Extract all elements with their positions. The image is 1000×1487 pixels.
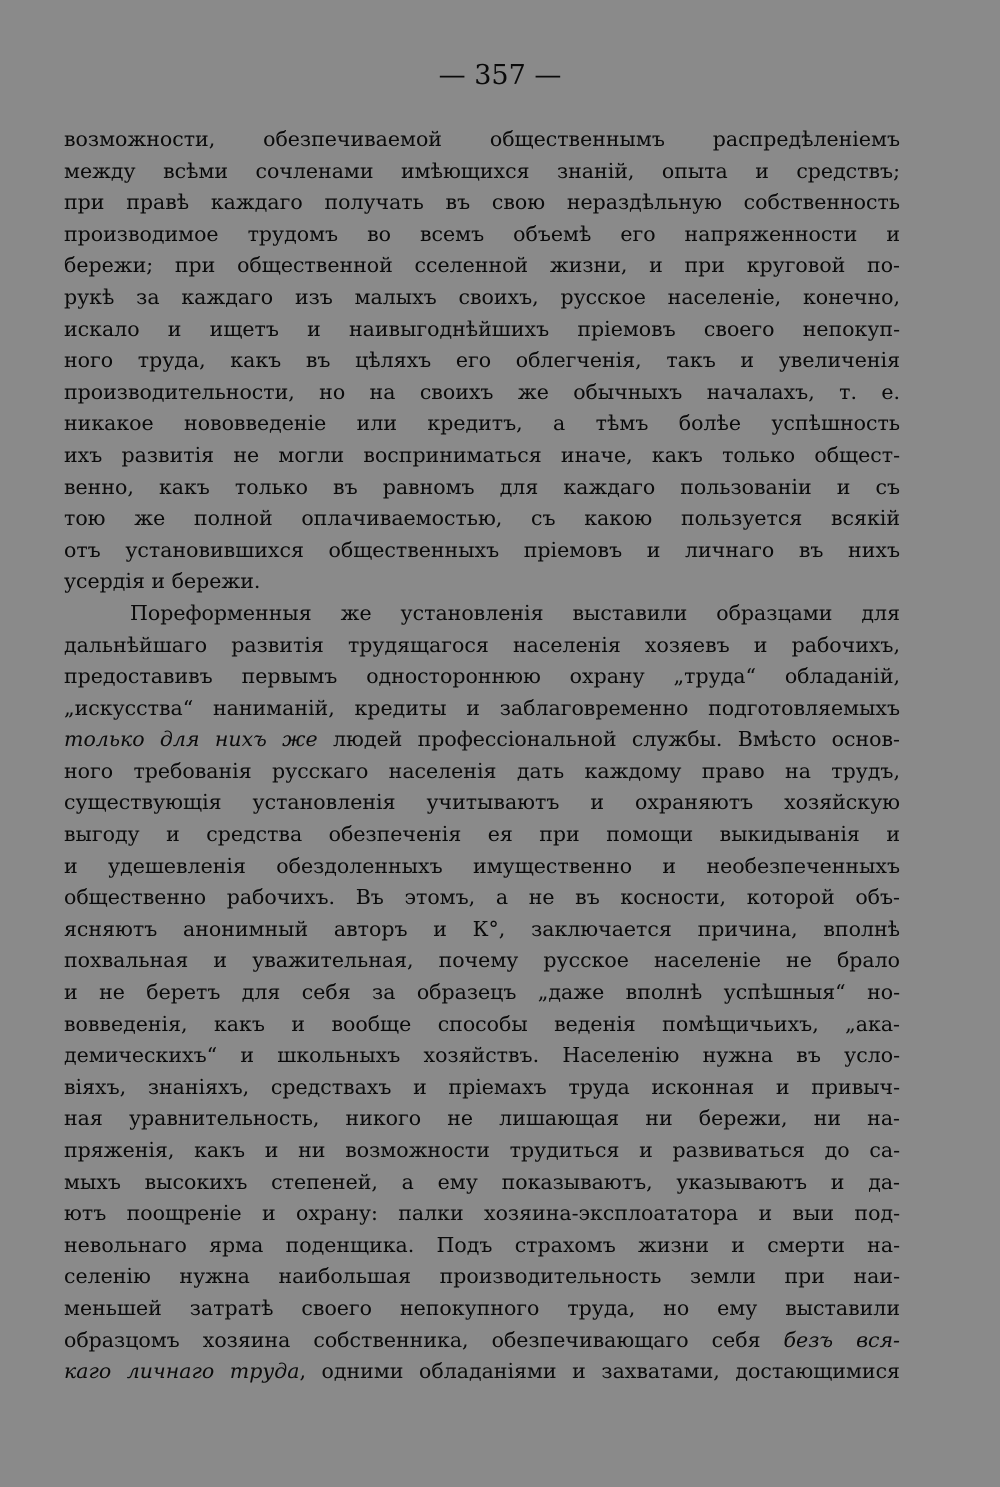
text-segment: вовведенія, какъ и вообще способы веденія помѣщичьихъ, „ака- [64, 1011, 900, 1036]
text-line [64, 408, 900, 440]
text-line [64, 756, 900, 788]
text-segment: людей профессіональной службы. Вмѣсто основ- [317, 727, 900, 752]
text-segment: ная уравнительность, никого не лишающая ни бережи, ни на- [64, 1106, 900, 1131]
text-line [64, 977, 900, 1009]
text-segment: общественно рабочихъ. Въ этомъ, а не въ косности, которой объ- [64, 885, 900, 910]
text-line [64, 156, 900, 188]
text-segment: возможности, обезпечиваемой общественнымъ распредѣленіемъ [64, 127, 900, 151]
text-segment: между всѣми сочленами имѣющихся знаній, опыта и средствъ; [64, 158, 900, 183]
text-segment: отъ установившихся общественныхъ пріемовъ и личнаго въ нихъ [64, 537, 900, 562]
text-line [64, 787, 900, 819]
text-line [64, 914, 900, 946]
text-line [64, 1167, 900, 1199]
text-line [64, 819, 900, 851]
italic-text: каго личнаго труда [64, 1359, 300, 1384]
text-line [64, 693, 900, 725]
text-segment: невольнаго ярма поденщика. Подъ страхомъ жизни и смерти на- [64, 1232, 900, 1257]
text-line [64, 250, 900, 282]
text-line [64, 187, 900, 219]
text-segment: віяхъ, знаніяхъ, средствахъ и пріемахъ труда исконная и привыч- [64, 1074, 900, 1099]
text-segment: демическихъ“ и школьныхъ хозяйствъ. Населенію нужна въ усло- [64, 1043, 900, 1068]
text-line [64, 598, 900, 630]
text-segment: производимое трудомъ во всемъ объемѣ его напряженности и [64, 221, 900, 246]
text-segment: селенію нужна наибольшая производительность земли при наи- [64, 1264, 900, 1289]
text-line [64, 440, 900, 472]
text-segment: , одними обладаніями и захватами, достающимися [299, 1359, 900, 1384]
text-line [64, 1103, 900, 1135]
text-line [64, 314, 900, 346]
text-line [64, 1072, 900, 1104]
text-line [64, 1040, 900, 1072]
text-segment: предоставивъ первымъ одностороннюю охрану „труда“ обладаній, [64, 664, 900, 689]
text-line [64, 1356, 900, 1388]
italic-text: безъ вся- [783, 1327, 900, 1352]
text-line [64, 1293, 900, 1325]
text-segment: меньшей затратѣ своего непокупного труда, но ему выставили [64, 1295, 900, 1320]
italic-text: только для нихъ же [64, 727, 318, 752]
text-segment: усердія и бережи. [64, 569, 261, 594]
text-line [64, 124, 900, 156]
text-line [64, 630, 900, 662]
text-segment: рукѣ за каждаго изъ малыхъ своихъ, русское населеніе, конечно, [64, 284, 900, 309]
text-segment: и удешевленія обездоленныхъ имущественно и необезпеченныхъ [64, 853, 900, 878]
text-segment: никакое нововведеніе или кредитъ, а тѣмъ болѣе успѣшность [64, 411, 900, 436]
text-line [64, 1198, 900, 1230]
text-segment: при правѣ каждаго получать въ свою нераздѣльную собственность [64, 190, 900, 215]
text-segment: пряженія, какъ и ни возможности трудиться и развиваться до са- [64, 1138, 900, 1162]
text-line [64, 219, 900, 251]
text-line [64, 1135, 900, 1167]
text-segment: ного требованія русскаго населенія дать каждому право на трудъ, [64, 758, 900, 783]
text-line [64, 566, 900, 598]
text-segment: мыхъ высокихъ степеней, а ему показываютъ, указываютъ и да- [64, 1169, 900, 1194]
text-segment: „искусства“ наниманій, кредиты и заблаговременно подготовляемыхъ [64, 695, 900, 720]
text-segment: Пореформенныя же установленія выставили образцами для [130, 600, 900, 625]
page-number: — 357 — [438, 60, 562, 91]
text-segment: ясняютъ анонимный авторъ и К°, заключается причина, вполнѣ [64, 916, 900, 941]
text-line [64, 503, 900, 535]
text-line [64, 1261, 900, 1293]
text-line [64, 661, 900, 693]
text-line [64, 724, 900, 756]
text-segment: бережи; при общественной сселенной жизни, и при круговой по- [64, 253, 900, 278]
text-line [64, 1230, 900, 1262]
text-line [64, 851, 900, 883]
text-segment: искало и ищетъ и наивыгоднѣйшихъ пріемовъ своего непокуп- [64, 316, 900, 341]
text-segment: тою же полной оплачиваемостью, съ какою пользуется всякій [64, 506, 900, 531]
text-segment: образцомъ хозяина собственника, обезпечивающаго себя [64, 1327, 784, 1352]
text-line [64, 472, 900, 504]
text-segment: венно, какъ только въ равномъ для каждаго пользованіи и съ [64, 474, 900, 499]
text-line [64, 377, 900, 409]
text-segment: и не беретъ для себя за образецъ „даже вполнѣ успѣшныя“ но- [64, 980, 900, 1005]
paragraph [64, 598, 900, 1388]
paragraph [64, 124, 900, 598]
text-segment: ного труда, какъ въ цѣляхъ его облегченія, такъ и увеличенія [64, 348, 900, 373]
text-line [64, 1325, 900, 1357]
text-line [64, 282, 900, 314]
text-segment: дальнѣйшаго развитія трудящагося населенія хозяевъ и рабочихъ, [64, 632, 900, 657]
text-line [64, 345, 900, 377]
text-segment: выгоду и средства обезпеченія ея при помощи выкидыванія и [64, 822, 900, 847]
text-segment: ихъ развитія не могли восприниматься иначе, какъ только общест- [64, 442, 900, 467]
text-line [64, 535, 900, 567]
text-line [64, 945, 900, 977]
text-segment: похвальная и уважительная, почему русское населеніе не брало [64, 948, 900, 973]
text-segment: производительности, но на своихъ же обычныхъ началахъ, т. е. [64, 379, 900, 404]
text-segment: существующія установленія учитываютъ и охраняютъ хозяйскую [64, 790, 900, 815]
text-line [64, 1009, 900, 1041]
text-line [64, 882, 900, 914]
text-segment: ютъ поощреніе и охрану: палки хозяина-эксплоататора и выи под- [64, 1201, 900, 1226]
body-text [64, 124, 900, 1388]
